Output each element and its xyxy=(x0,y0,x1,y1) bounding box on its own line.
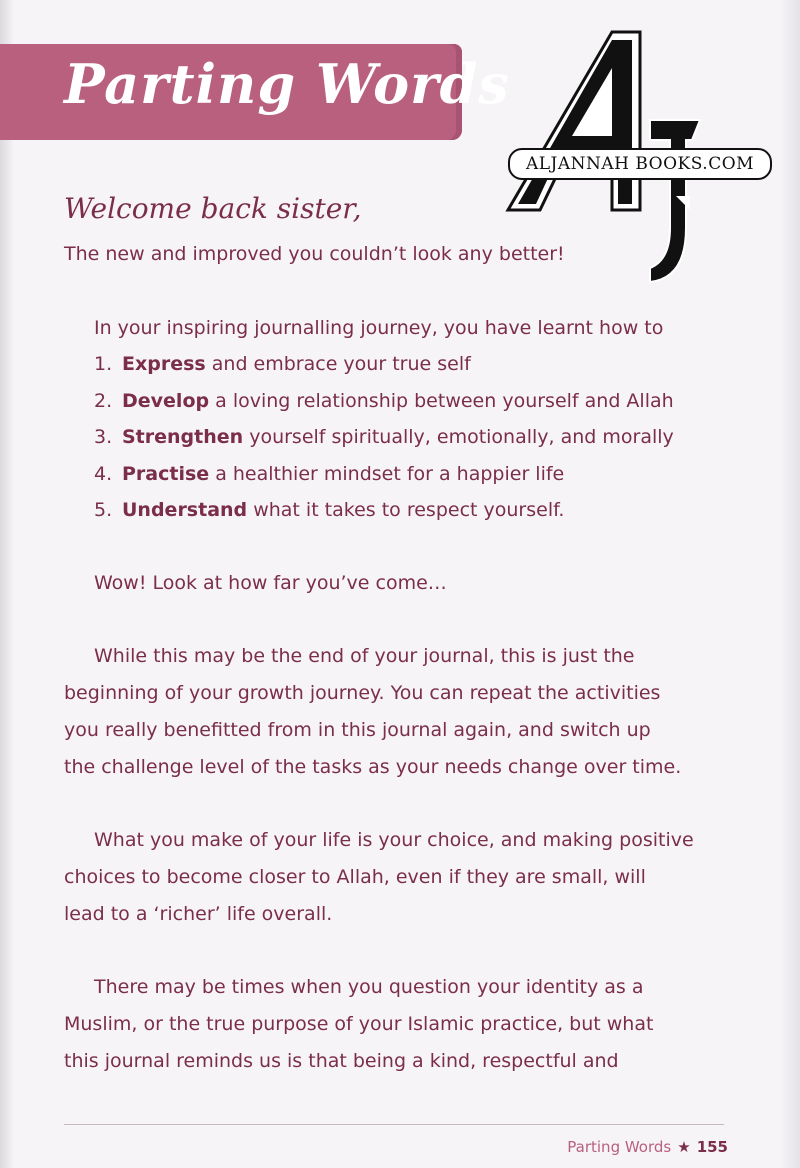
page-footer xyxy=(567,1138,728,1156)
footer-section-title: Parting Words xyxy=(567,1138,672,1156)
greeting-heading: Welcome back sister, xyxy=(64,192,362,225)
list-item: 2. Develop a loving relationship between yourself and Allah xyxy=(94,389,674,412)
wow-line: Wow! Look at how far you’ve come… xyxy=(94,572,447,594)
list-item: 4. Practise a healthier mindset for a happier life xyxy=(94,462,565,485)
page-number: 155 xyxy=(696,1138,728,1156)
page-title: Parting Words xyxy=(64,52,510,116)
learnings-list xyxy=(94,346,674,529)
list-item: 3. Strengthen yourself spiritually, emotionally, and morally xyxy=(94,426,674,448)
list-item: 1. Express and embrace your true self xyxy=(94,353,471,375)
logo-wordmark: ALJANNAH BOOKS.COM xyxy=(508,148,772,180)
journey-intro: In your inspiring journalling journey, you have learnt how to xyxy=(94,317,664,339)
footer-divider xyxy=(64,1124,724,1125)
list-item: 5. Understand what it takes to respect yourself. xyxy=(94,499,565,521)
star-icon: ★ xyxy=(677,1138,691,1156)
intro-line: The new and improved you couldn’t look any better! xyxy=(64,243,565,265)
